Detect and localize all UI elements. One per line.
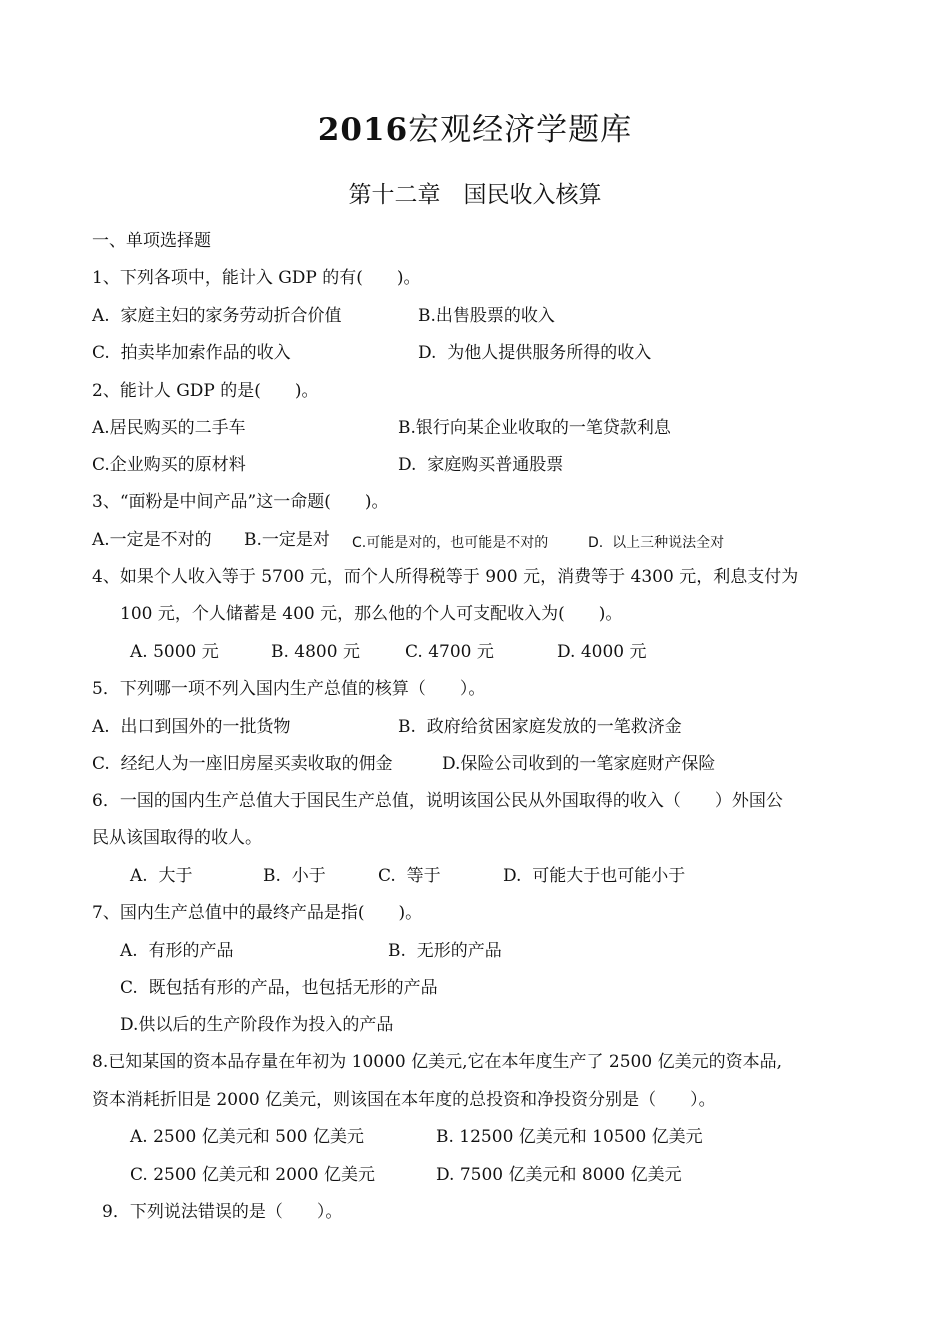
question-4-option-a: A. 5000 元: [130, 642, 219, 662]
question-7-option-d: D.供以后的生产阶段作为投入的产品: [120, 1015, 394, 1035]
question-9-stem: 9．下列说法错误的是（ ）。: [102, 1202, 343, 1222]
question-8-option-c: C. 2500 亿美元和 2000 亿美元: [130, 1165, 375, 1185]
question-4-option-d: D. 4000 元: [557, 642, 647, 662]
question-4-option-c: C. 4700 元: [405, 642, 494, 662]
question-6-option-a: A. 大于: [130, 866, 193, 886]
question-5-stem: 5．下列哪一项不列入国内生产总值的核算（ ）。: [92, 679, 486, 699]
question-6-option-b: B. 小于: [263, 866, 326, 886]
title-year: 2016: [317, 112, 409, 148]
question-2-option-b: B.银行向某企业收取的一笔贷款利息: [398, 418, 671, 438]
question-3-option-d: D. 以上三种说法全对: [588, 535, 725, 551]
question-1-option-c: C. 拍卖毕加索作品的收入: [92, 343, 291, 363]
question-5-option-c: C. 经纪人为一座旧房屋买卖收取的佣金: [92, 754, 393, 774]
question-2-stem: 2、能计人 GDP 的是( )。: [92, 381, 319, 401]
question-8-stem-line-1: 8.已知某国的资本品存量在年初为 10000 亿美元,它在本年度生产了 2500 亿美元的资本品,: [92, 1052, 782, 1072]
question-2-option-d: D. 家庭购买普通股票: [398, 455, 564, 475]
question-8-stem-line-2: 资本消耗折旧是 2000 亿美元，则该国在本年度的总投资和净投资分别是（ ）。: [92, 1090, 716, 1110]
question-2-option-c: C.企业购买的原材料: [92, 455, 246, 475]
title-text: 宏观经济学题库: [408, 112, 633, 148]
question-3-stem: 3、“面粉是中间产品”这一命题( )。: [92, 492, 389, 512]
question-8-option-a: A. 2500 亿美元和 500 亿美元: [130, 1127, 365, 1147]
question-1-stem: 1、下列各项中，能计入 GDP 的有( )。: [92, 268, 421, 288]
question-1-option-d: D. 为他人提供服务所得的收入: [418, 343, 652, 363]
question-2-option-a: A.居民购买的二手车: [92, 418, 246, 438]
page-title: [0, 104, 950, 149]
question-7-option-b: B. 无形的产品: [388, 941, 502, 961]
section-heading: 一、单项选择题: [92, 231, 211, 251]
question-7-stem: 7、国内生产总值中的最终产品是指( )。: [92, 903, 423, 923]
question-6-option-c: C. 等于: [378, 866, 441, 886]
question-6-stem-line-1: 6．一国的国内生产总值大于国民生产总值，说明该国公民从外国取得的收入（ ）外国公: [92, 791, 783, 811]
question-1-option-b: B.出售股票的收入: [418, 306, 555, 326]
question-4-option-b: B. 4800 元: [271, 642, 360, 662]
question-4-stem-line-2: 100 元，个人储蓄是 400 元，那么他的个人可支配收入为( )。: [120, 604, 623, 624]
question-4-stem-line-1: 4、如果个人收入等于 5700 元，而个人所得税等于 900 元，消费等于 4300 元，利息支付为: [92, 567, 799, 587]
question-3-option-b: B.一定是对: [244, 530, 330, 550]
question-6-option-d: D. 可能大于也可能小于: [503, 866, 686, 886]
question-8-option-b: B. 12500 亿美元和 10500 亿美元: [436, 1127, 703, 1147]
question-5-option-b: B. 政府给贫困家庭发放的一笔救济金: [398, 717, 682, 737]
question-5-option-d: D.保险公司收到的一笔家庭财产保险: [442, 754, 716, 774]
question-8-option-d: D. 7500 亿美元和 8000 亿美元: [436, 1165, 682, 1185]
question-3-option-a: A.一定是不对的: [92, 530, 212, 550]
question-5-option-a: A. 出口到国外的一批货物: [92, 717, 291, 737]
chapter-heading: 第十二章 国民收入核算: [348, 182, 602, 208]
question-1-option-a: A. 家庭主妇的家务劳动折合价值: [92, 306, 342, 326]
question-3-option-c: C.可能是对的，也可能是不对的: [352, 535, 549, 551]
question-6-stem-line-2: 民从该国取得的收人。: [92, 828, 262, 848]
question-7-option-a: A. 有形的产品: [120, 941, 234, 961]
question-7-option-c: C. 既包括有形的产品，也包括无形的产品: [120, 978, 438, 998]
